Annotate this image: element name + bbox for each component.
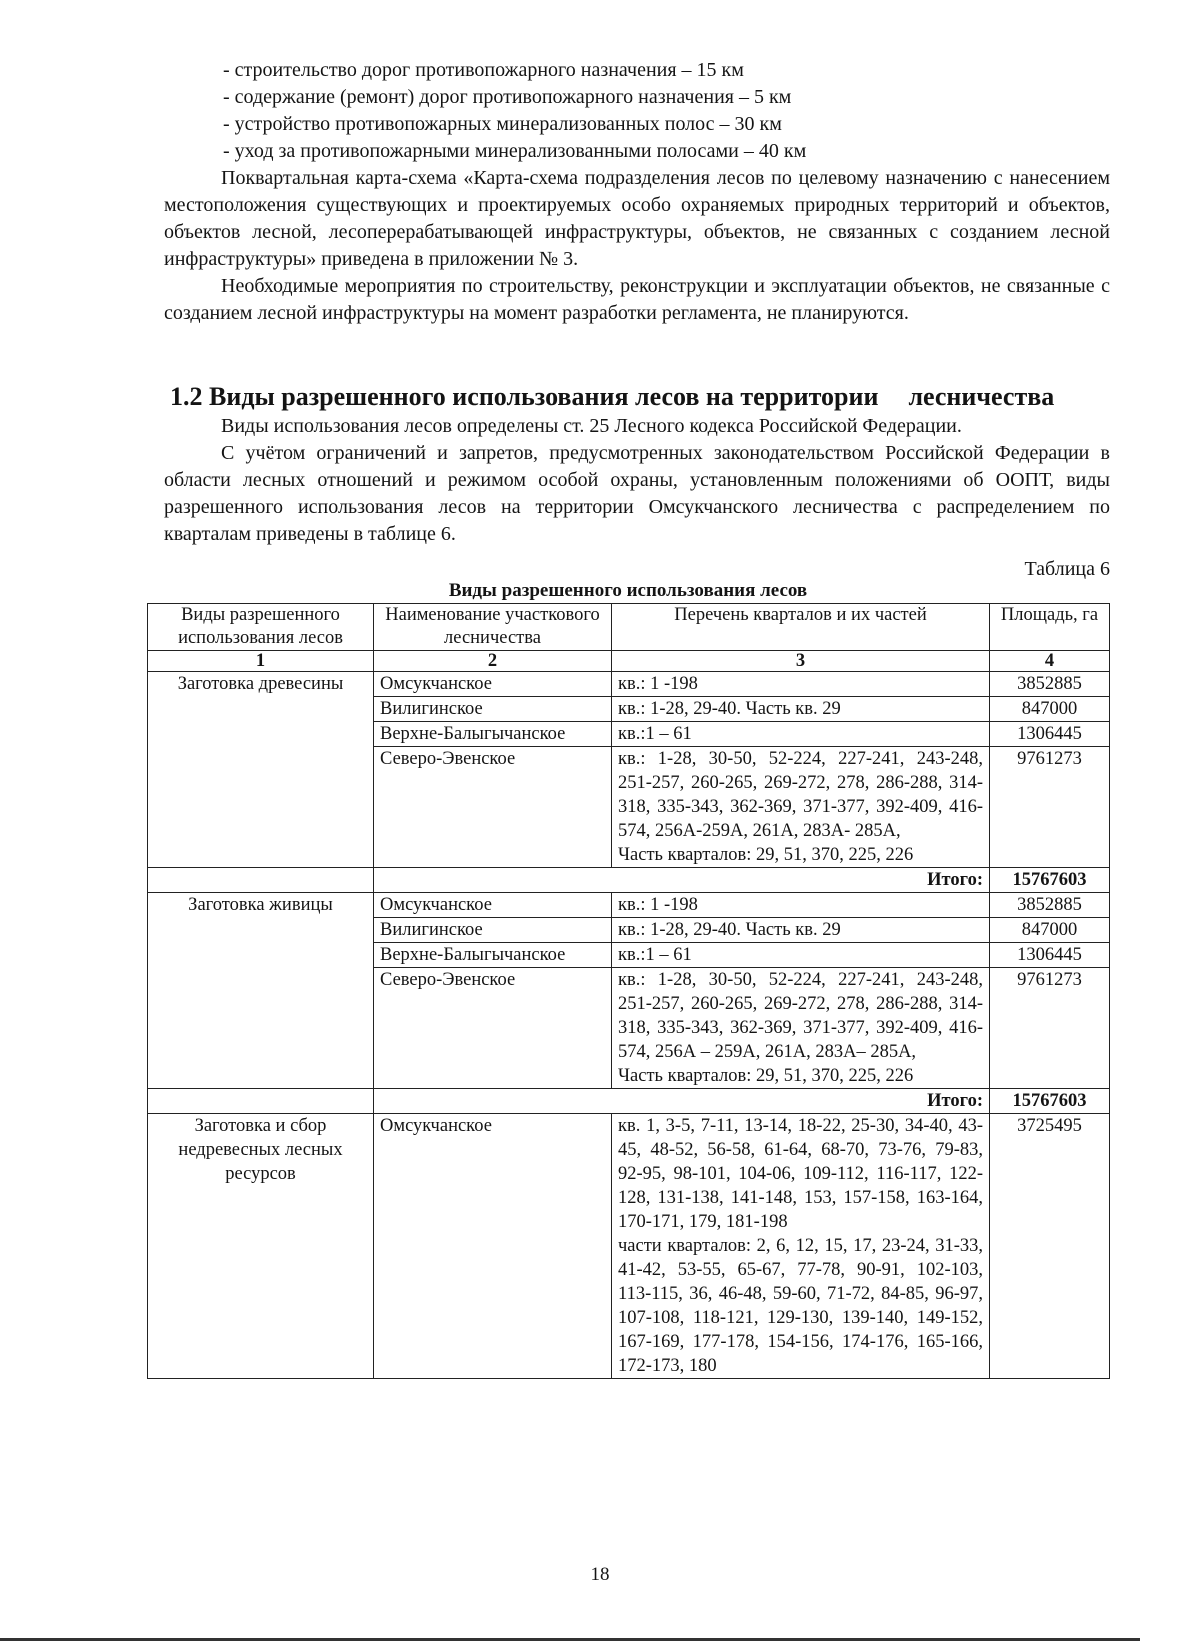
quarters-cell: кв.: 1-28, 30-50, 52-224, 227-241, 243-248, 251-257, 260-265, 269-272, 278, 286-288, 314-318, 335-343, 362-369, 371-377, 392-409, 416-574, 256А-259А, 261А, 283А- 285А, Часть кварталов: 29, 51, 370, 225, 226 (612, 747, 990, 868)
district-cell: Верхне-Балыгычанское (374, 722, 612, 747)
page-number: 18 (590, 1564, 610, 1585)
use-type-cell: Заготовка и сбор недревесных лесных ресурсов (148, 1114, 374, 1379)
area-cell: 847000 (990, 697, 1110, 722)
quarters-cell: кв.: 1-28, 29-40. Часть кв. 29 (612, 918, 990, 943)
bullet-mineral-strips: - устройство противопожарных минерализованных полос – 30 км (223, 113, 782, 135)
use-type-cell: Заготовка живицы (148, 893, 374, 1089)
area-cell: 847000 (990, 918, 1110, 943)
paragraph-map-scheme: Поквартальная карта-схема «Карта-схема подразделения лесов по целевому назначению с нанесением местоположения существующих и проектируемых особо охраняемых природных территорий и объектов, объектов лесной, лесоперерабатывающей инфраструктуры, объектов, не связанных с созданием лесной инфраструктуры» приведена в приложении № 3. (164, 167, 1110, 270)
district-cell: Северо-Эвенское (374, 747, 612, 868)
quarters-cell: кв.:1 – 61 (612, 722, 990, 747)
bullet-roads-construction: - строительство дорог противопожарного назначения – 15 км (223, 59, 744, 81)
page-bottom-rule (0, 1638, 1140, 1641)
area-cell: 9761273 (990, 747, 1110, 868)
table-total-row (148, 1089, 1110, 1114)
table-row (148, 672, 1110, 697)
paragraph-forest-code: Виды использования лесов определены ст. 25 Лесного кодекса Российской Федерации. (221, 415, 962, 437)
total-label: Итого: (374, 1089, 990, 1114)
area-cell: 9761273 (990, 968, 1110, 1089)
district-cell: Северо-Эвенское (374, 968, 612, 1089)
section-heading: 1.2 Виды разрешенного использования лесов на территории лесничества (170, 382, 1055, 411)
table-total-row (148, 868, 1110, 893)
district-cell: Омсукчанское (374, 1114, 612, 1379)
area-cell: 3725495 (990, 1114, 1110, 1379)
header-district: Наименование участкового лесничества (374, 604, 612, 651)
district-cell: Омсукчанское (374, 672, 612, 697)
district-cell: Вилигинское (374, 918, 612, 943)
area-cell: 3852885 (990, 893, 1110, 918)
header-area: Площадь, га (990, 604, 1110, 651)
paragraph-restrictions: С учётом ограничений и запретов, предусмотренных законодательством Российской Федерации в области лесных отношений и режимом особой охраны, установленным положениями об ООПТ, виды разрешенного использования лесов на территории Омсукчанского лесничества с распределением по кварталам приведены в таблице 6. (164, 442, 1110, 545)
header-use-type: Виды разрешенного использования лесов (148, 604, 374, 651)
paragraph-measures: Необходимые мероприятия по строительству, реконструкции и эксплуатации объектов, не связанные с созданием лесной инфраструктуры на момент разработки регламента, не планируются. (164, 275, 1110, 324)
quarters-cell: кв.: 1-28, 29-40. Часть кв. 29 (612, 697, 990, 722)
table-row (148, 893, 1110, 918)
quarters-cell: кв. 1, 3-5, 7-11, 13-14, 18-22, 25-30, 34-40, 43-45, 48-52, 56-58, 61-64, 68-70, 73-76, 79-83, 92-95, 98-101, 104-06, 109-112, 116-117, 122-128, 131-138, 141-148, 153, 157-158, 163-164, 170-171, 179, 181-198 части кварталов: 2, 6, 12, 15, 17, 23-24, 31-33, 41-42, 53-55, 65-67, 77-78, 90-91, 102-103, 113-115, 36, 46-48, 59-60, 71-72, 84-85, 96-97, 107-108, 118-121, 129-130, 139-140, 149-152, 167-169, 177-178, 154-156, 174-176, 165-166, 172-173, 180 (612, 1114, 990, 1379)
header-quarters: Перечень кварталов и их частей (612, 604, 990, 651)
table-header-row (148, 604, 1110, 651)
bullet-mineral-strips-care: - уход за противопожарными минерализованными полосами – 40 км (223, 140, 807, 162)
table-row (148, 1114, 1110, 1379)
bullet-roads-maintenance: - содержание (ремонт) дорог противопожарного назначения – 5 км (223, 86, 792, 108)
total-label: Итого: (374, 868, 990, 893)
district-cell: Омсукчанское (374, 893, 612, 918)
district-cell: Верхне-Балыгычанское (374, 943, 612, 968)
quarters-cell: кв.: 1-28, 30-50, 52-224, 227-241, 243-248, 251-257, 260-265, 269-272, 278, 286-288, 314-318, 335-343, 362-369, 371-377, 392-409, 416-574, 256А – 259А, 261А, 283А– 285А, Часть кварталов: 29, 51, 370, 225, 226 (612, 968, 990, 1089)
area-cell: 1306445 (990, 943, 1110, 968)
total-value: 15767603 (990, 1089, 1110, 1114)
quarters-cell: кв.: 1 -198 (612, 672, 990, 697)
area-cell: 3852885 (990, 672, 1110, 697)
quarters-cell: кв.: 1 -198 (612, 893, 990, 918)
district-cell: Вилигинское (374, 697, 612, 722)
forest-use-table (147, 603, 1110, 1379)
quarters-cell: кв.:1 – 61 (612, 943, 990, 968)
table-title: Виды разрешенного использования лесов (448, 580, 808, 601)
use-type-cell: Заготовка древесины (148, 672, 374, 868)
table-column-numbers-row: 1 2 3 4 (148, 651, 1110, 672)
area-cell: 1306445 (990, 722, 1110, 747)
table-number: Таблица 6 (1024, 558, 1110, 580)
total-value: 15767603 (990, 868, 1110, 893)
